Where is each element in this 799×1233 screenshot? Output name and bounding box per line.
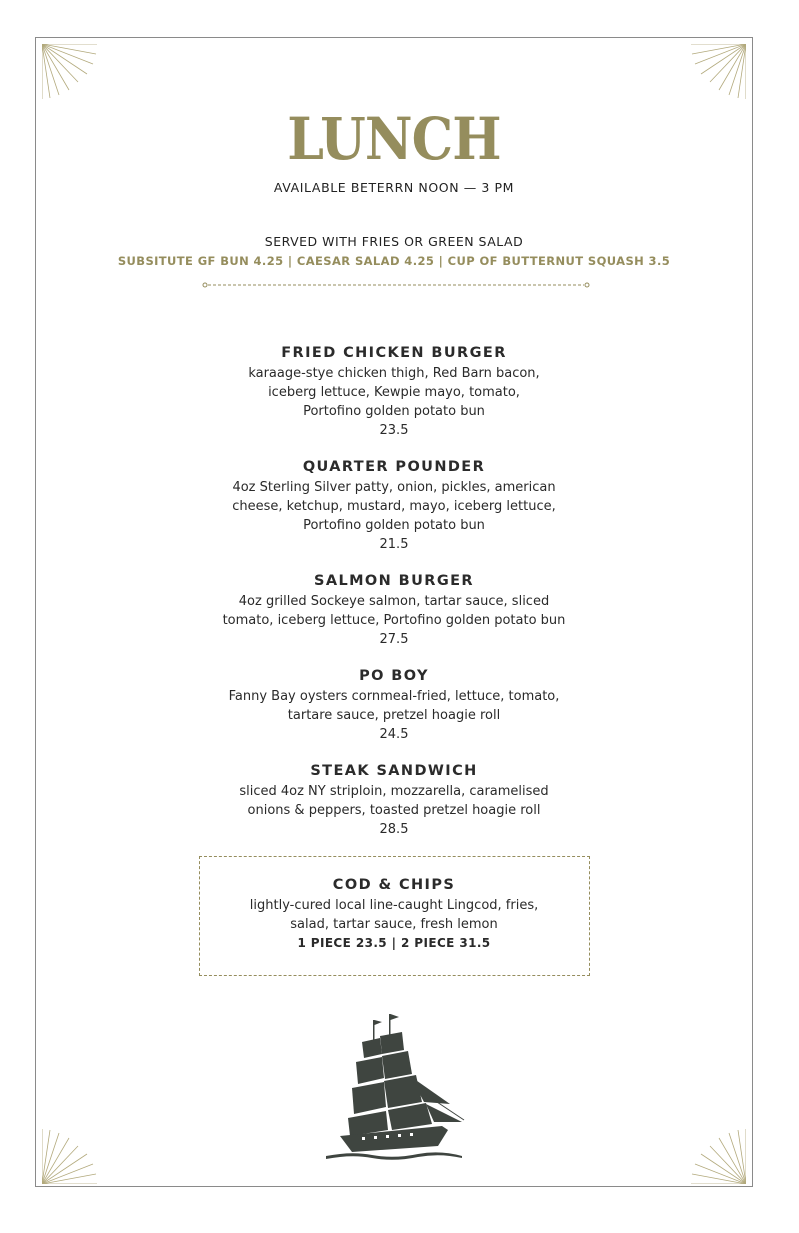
item-price: 27.5 [379,632,409,647]
item-description: 4oz grilled Sockeye salmon, tartar sauce, sliced tomato, iceberg lettuce, Portofino golden potato bun [222,594,566,628]
dotted-divider [201,280,591,290]
service-hours: AVAILABLE BETERRN NOON — 3 PM [273,180,515,195]
item-price: 28.5 [379,822,409,837]
menu-item [35,343,753,440]
sunburst-corner-icon [42,1124,102,1184]
item-price: 23.5 [379,423,409,438]
item-description: karaage-stye chicken thigh, Red Barn bacon, iceberg lettuce, Kewpie mayo, tomato, Portofino golden potato bun [248,366,540,419]
substitutions-note: SUBSITUTE GF BUN 4.25 | CAESAR SALAD 4.25 | CUP OF BUTTERNUT SQUASH 3.5 [117,254,671,268]
item-price: 1 PIECE 23.5 | 2 PIECE 31.5 [297,936,491,950]
item-name: SALMON BURGER [313,573,474,589]
item-name: COD & CHIPS [332,877,456,893]
sunburst-corner-icon [42,44,102,104]
item-price: 24.5 [379,727,409,742]
sailing-ship-icon [322,1012,467,1162]
menu-title: LUNCH [287,105,501,173]
menu-item [35,571,753,649]
item-name: PO BOY [359,668,429,684]
featured-menu-item [35,875,753,953]
served-with-note: SERVED WITH FRIES OR GREEN SALAD [264,234,524,249]
item-description: Fanny Bay oysters cornmeal-fried, lettuce, tomato, tartare sauce, pretzel hoagie roll [228,689,560,723]
menu-item [35,666,753,744]
item-description: sliced 4oz NY striploin, mozzarella, caramelised onions & peppers, toasted pretzel hoagie roll [239,784,549,818]
item-name: QUARTER POUNDER [302,459,486,475]
sunburst-corner-icon [686,44,746,104]
menu-item [35,457,753,554]
item-description: lightly-cured local line-caught Lingcod, fries, salad, tartar sauce, fresh lemon [249,898,539,932]
sunburst-corner-icon [686,1124,746,1184]
item-name: STEAK SANDWICH [310,763,478,779]
menu-item [35,761,753,839]
item-description: 4oz Sterling Silver patty, onion, pickles, american cheese, ketchup, mustard, mayo, iceberg lettuce, Portofino golden potato bun [232,480,556,533]
item-price: 21.5 [379,537,409,552]
item-name: FRIED CHICKEN BURGER [281,345,507,361]
